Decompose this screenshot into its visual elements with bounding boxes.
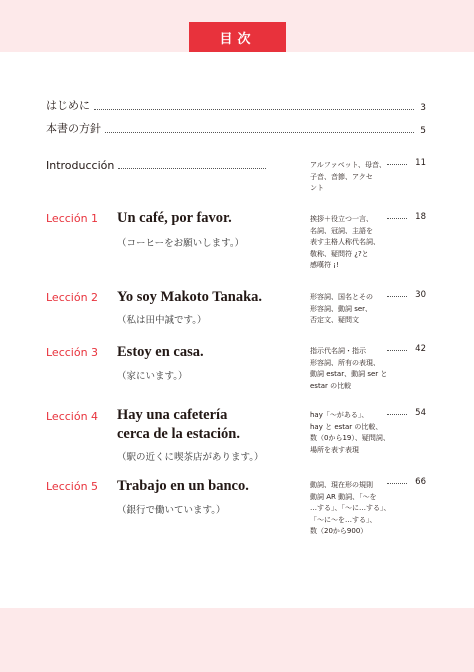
lesson-subtitle: （家にいます。）: [117, 371, 188, 382]
lesson-title[interactable]: Yo soy Makoto Tanaka.: [117, 289, 263, 305]
entry-page: 18: [415, 212, 426, 222]
lesson-title[interactable]: Trabajo en un banco.: [117, 478, 249, 494]
dot-leader: [387, 158, 407, 165]
lesson-label[interactable]: Lección 1: [46, 212, 99, 225]
entry-label: 本書の方針: [46, 122, 101, 135]
lesson-subtitle: （私は田中誠です。）: [117, 315, 207, 326]
entry-content: 指示代名詞・指示 形容詞、所有の表現、 動詞 estar、動詞 ser と estar の比較: [310, 347, 388, 390]
bottom-band: [0, 608, 474, 672]
entry-page: 66: [415, 477, 426, 487]
lesson-label[interactable]: Lección 2: [46, 291, 99, 304]
toc-entry-hajimeni[interactable]: [46, 97, 426, 113]
dot-leader: [94, 109, 414, 110]
entry-page: 3: [420, 103, 426, 113]
lesson-label[interactable]: Lección 3: [46, 346, 99, 359]
entry-page: 30: [415, 290, 426, 300]
dot-leader: [387, 477, 407, 484]
entry-content: 挨拶＋役立つ一言、 名詞、冠詞、主語を 表す主格人称代名詞、 敬称、疑問符 ¿?と 感嘆符 ¡!: [310, 215, 380, 269]
lesson-subtitle: （駅の近くに喫茶店があります。）: [117, 452, 264, 463]
toc-entry-introduction[interactable]: [46, 156, 266, 172]
dot-leader: [387, 212, 407, 219]
lesson-title[interactable]: Hay una cafetería cerca de la estación.: [117, 407, 240, 442]
dot-leader: [387, 290, 407, 297]
entry-content: 形容詞、国名とその 形容詞、動詞 ser、 否定文、疑問文: [310, 293, 373, 324]
entry-page: 5: [420, 126, 426, 136]
entry-label: はじめに: [46, 99, 90, 112]
dot-leader: [387, 344, 407, 351]
entry-page: 42: [415, 344, 426, 354]
entry-content: hay「〜がある」、 hay と estar の比較、 数（0から19）、疑問詞、 場所を表す表現: [310, 411, 390, 454]
entry-label: Introducción: [46, 159, 115, 172]
lesson-title[interactable]: Un café, por favor.: [117, 210, 232, 226]
entry-page: 11: [415, 158, 426, 168]
lesson-label[interactable]: Lección 5: [46, 480, 99, 493]
entry-content: 動詞、現在形の規則 動詞 AR 動詞、「〜を …する」、「〜に…する」、 「〜に〜を…する」、 数（20から900）: [310, 481, 391, 535]
dot-leader: [387, 408, 407, 415]
lesson-title[interactable]: Estoy en casa.: [117, 344, 204, 360]
lesson-label[interactable]: Lección 4: [46, 410, 99, 423]
lesson-subtitle: （銀行で働いています。）: [117, 505, 226, 516]
dot-leader: [105, 132, 414, 133]
entry-page: 54: [415, 408, 426, 418]
toc-entry-policy[interactable]: [46, 120, 426, 136]
dot-leader: [118, 168, 266, 169]
entry-content: アルファベット、母音、 子音、音節、アクセ ント: [310, 161, 386, 192]
lesson-subtitle: （コーヒーをお願いします。）: [117, 238, 245, 249]
page-title: 目次: [189, 22, 286, 52]
